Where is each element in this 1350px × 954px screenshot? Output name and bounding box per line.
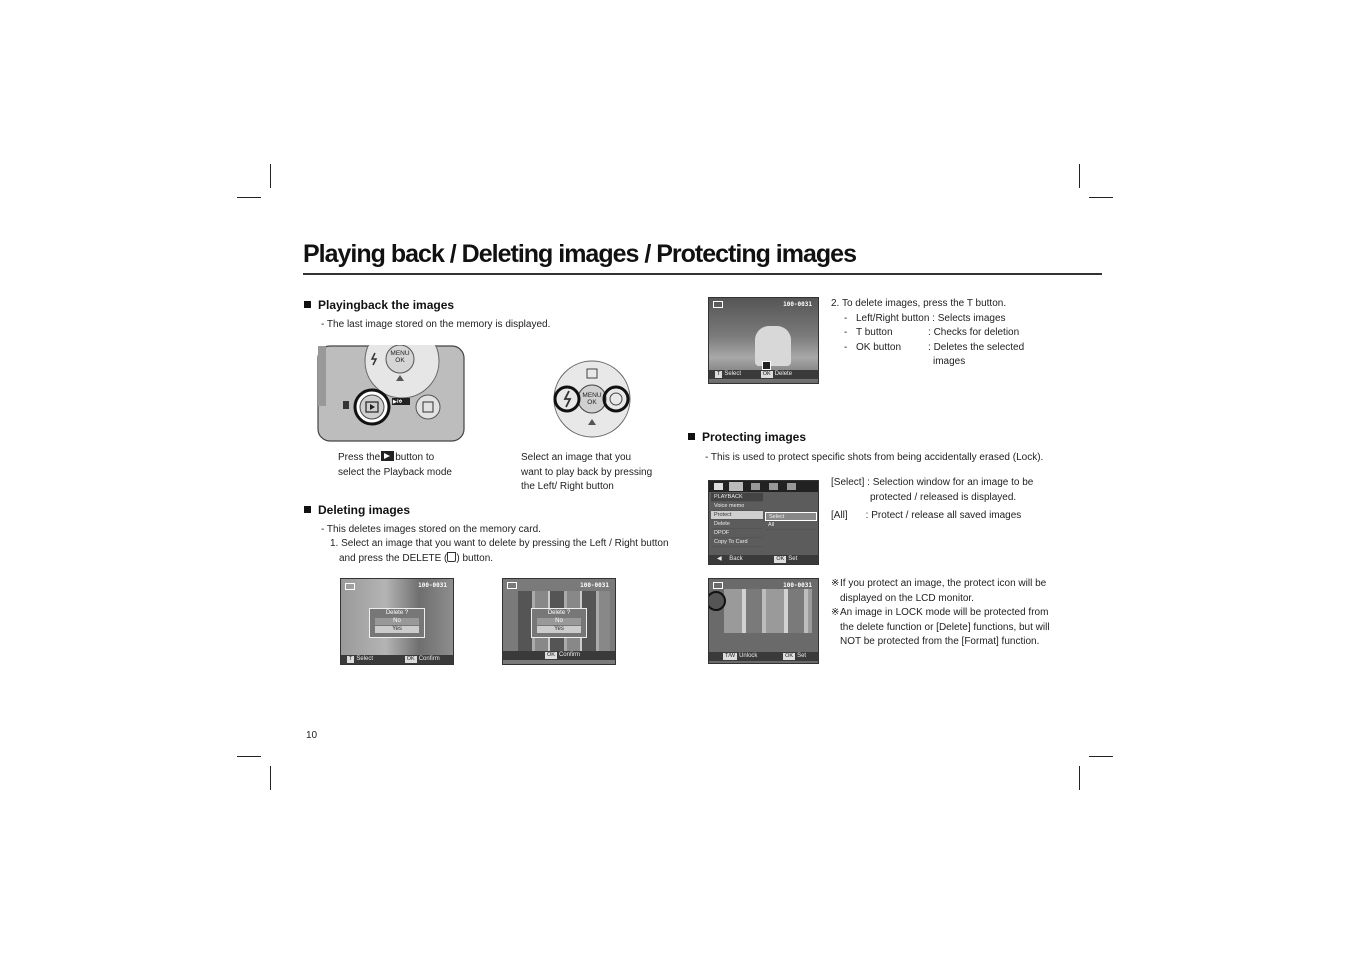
file-counter: 100-0031 xyxy=(783,301,812,308)
crop-mark xyxy=(1079,164,1080,188)
note-item: ※ If you protect an image, the protect icon will be displayed on the LCD monitor. xyxy=(831,578,1047,604)
file-counter: 100-0031 xyxy=(783,582,812,589)
settings-tab-icon[interactable] xyxy=(787,483,796,490)
option-no[interactable]: No xyxy=(537,618,581,625)
lcd-protect-view xyxy=(708,578,819,664)
delete-dialog xyxy=(531,608,587,638)
menu-item-delete[interactable]: Delete xyxy=(711,520,763,529)
display-tab-icon[interactable] xyxy=(769,483,778,490)
lcd-bottom-bar xyxy=(709,370,818,379)
dialog-title: Delete ? xyxy=(547,610,571,616)
submenu-select[interactable]: Select xyxy=(765,512,817,521)
dial-ok-label: OK xyxy=(587,399,597,406)
deleting-desc: - This deletes images stored on the memory card. xyxy=(321,524,541,535)
bar-select: Select xyxy=(724,371,742,377)
menu-list xyxy=(711,493,763,547)
crop-mark xyxy=(1079,766,1080,790)
file-counter: 100-0031 xyxy=(418,582,447,589)
file-counter: 100-0031 xyxy=(580,582,609,589)
lcd-bottom-bar xyxy=(341,655,453,664)
camera-menu-ok-label xyxy=(389,350,411,364)
key-ok: OK xyxy=(776,556,785,562)
key-ok: OK xyxy=(762,371,771,377)
crop-mark xyxy=(1089,197,1113,198)
playback-heading xyxy=(304,298,454,312)
lcd-delete-single xyxy=(340,578,454,665)
protecting-heading xyxy=(688,430,806,444)
submenu-list xyxy=(765,512,817,530)
bar-set: Set xyxy=(788,556,798,562)
photo-couple xyxy=(755,326,791,366)
lcd-bottom-bar xyxy=(709,652,818,661)
lcd-delete-select xyxy=(708,297,819,384)
lcd-delete-multi xyxy=(502,578,616,665)
key-t: T xyxy=(349,656,353,662)
bar-confirm: Confirm xyxy=(558,652,580,658)
playback-desc: - The last image stored on the memory is displayed. xyxy=(321,319,551,330)
crop-mark xyxy=(237,756,261,757)
deleting-heading xyxy=(304,503,410,517)
page-title: Playing back / Deleting images / Protecting images xyxy=(303,240,856,268)
menu-item-copy-to-card[interactable]: Copy To Card xyxy=(711,538,763,547)
crop-mark xyxy=(1089,756,1113,757)
bar-confirm: Confirm xyxy=(418,656,440,662)
playback-mode-icon xyxy=(507,582,517,589)
note-item: ※ An image in LOCK mode will be protected from the delete function or [Delete] functions, but will NOT be protected from the [Format] function. xyxy=(831,607,1050,647)
note-mark: ※ xyxy=(831,607,840,618)
playback-caption-2: Select an image that you want to play back by pressing the Left/ Right button xyxy=(521,452,653,492)
bar-delete: Delete xyxy=(774,371,793,377)
crop-mark xyxy=(237,197,261,198)
menu-item-dpof[interactable]: DPOF xyxy=(711,529,763,538)
crop-mark xyxy=(270,164,271,188)
camera-back-illustration xyxy=(317,345,465,442)
page-number: 10 xyxy=(306,730,318,741)
key-tw: T/W xyxy=(725,653,736,659)
deleting-step2: 2. To delete images, press the T button. - Left/Right button : Selects images - T button : Checks for deletion - OK button : Deletes the selected images xyxy=(831,298,1025,367)
playback-mode-icon xyxy=(713,582,723,589)
playback-tab-icon[interactable] xyxy=(729,482,743,491)
key-t: T xyxy=(717,371,721,377)
camera-dial-illustration xyxy=(552,359,632,439)
playback-button-icon xyxy=(381,451,394,461)
step2-item: - OK button : Deletes the selected xyxy=(844,341,1025,353)
camera-tab-icon xyxy=(714,483,723,490)
bullet-square xyxy=(304,506,311,513)
deleting-heading-text: Deleting images xyxy=(318,503,411,517)
camera-menu-label: MENU xyxy=(390,350,410,357)
menu-item-protect[interactable]: Protect xyxy=(711,511,763,520)
protecting-desc: - This is used to protect specific shots from being accidentally erased (Lock). xyxy=(705,452,1044,463)
title-rule xyxy=(303,273,1102,275)
delete-check-box xyxy=(762,361,771,370)
protect-notes xyxy=(831,577,1050,650)
delete-dialog xyxy=(369,608,425,638)
crop-mark xyxy=(270,766,271,790)
camera-play-label: ▶/✡ xyxy=(393,399,403,405)
lcd-protect-menu xyxy=(708,480,819,565)
dialog-title: Delete ? xyxy=(385,610,409,616)
dial-menu-ok-label xyxy=(580,392,604,406)
lcd-bottom-bar xyxy=(503,651,615,660)
bar-select: Select xyxy=(356,656,374,662)
option-yes[interactable]: Yes xyxy=(375,626,419,633)
step2-item: - T button : Checks for deletion xyxy=(844,327,1020,338)
option-no[interactable]: No xyxy=(375,618,419,625)
camera-ok-label: OK xyxy=(395,357,405,364)
key-ok: OK xyxy=(547,652,555,658)
step2-title: 2. To delete images, press the T button. xyxy=(831,298,1007,309)
deleting-step1: 1. Select an image that you want to delete by pressing the Left / Right button and press the DELETE ( ) button. xyxy=(330,538,669,564)
note-mark: ※ xyxy=(831,578,840,589)
lcd-bottom-bar xyxy=(709,555,818,564)
menu-tab-bar xyxy=(709,481,818,492)
back-arrow-icon: ◀ xyxy=(717,556,722,562)
menu-title: PLAYBACK xyxy=(711,493,763,502)
step2-item: - Left/Right button : Selects images xyxy=(844,312,1006,324)
bar-set: Set xyxy=(797,653,807,659)
playback-heading-text: Playingback the images xyxy=(318,298,455,312)
protect-select-desc: [Select] : Selection window for an image to be protected / released is displayed. xyxy=(831,477,1034,503)
sound-tab-icon[interactable] xyxy=(751,483,760,490)
key-ok: OK xyxy=(785,653,794,659)
key-ok: OK xyxy=(406,656,415,662)
thumbnail-grid xyxy=(724,589,812,633)
protecting-heading-text: Protecting images xyxy=(702,430,807,444)
bar-unlock: Unlock xyxy=(739,653,758,659)
bullet-square xyxy=(688,433,695,440)
bullet-square xyxy=(304,301,311,308)
playback-mode-icon xyxy=(345,583,355,590)
bar-back: Back xyxy=(729,556,743,562)
dial-menu-label: MENU xyxy=(582,392,602,399)
playback-mode-icon xyxy=(713,301,723,308)
menu-item-voice-memo[interactable]: Voice memo xyxy=(711,502,763,511)
submenu-all[interactable]: All xyxy=(765,521,817,530)
option-yes[interactable]: Yes xyxy=(537,626,581,633)
playback-caption-1: Press the button to select the Playback mode xyxy=(338,452,452,478)
protect-all-desc: [All] : Protect / release all saved images xyxy=(831,510,1022,521)
